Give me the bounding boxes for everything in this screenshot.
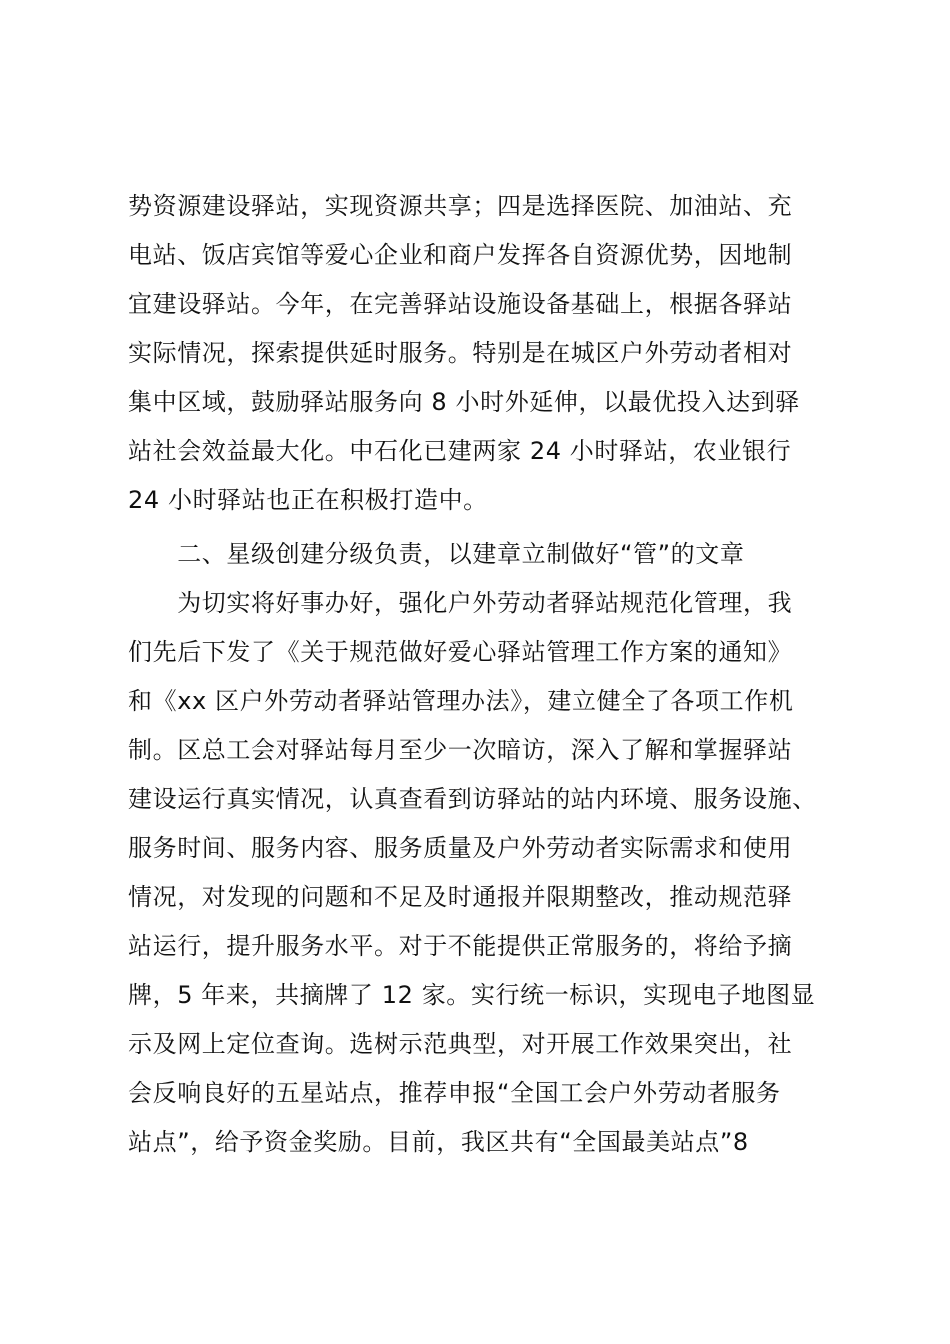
section-heading: 二、星级创建分级负责，以建章立制做好“管”的文章 [128, 540, 745, 568]
paragraph-line: 会反响良好的五星站点，推荐申报“全国工会户外劳动者服务 [128, 1079, 781, 1107]
paragraph-line: 集中区域，鼓励驿站服务向 8 小时外延伸，以最优投入达到驿 [128, 388, 800, 416]
paragraph-line: 制。区总工会对驿站每月至少一次暗访，深入了解和掌握驿站 [128, 736, 793, 764]
paragraph-line: 情况，对发现的问题和不足及时通报并限期整改，推动规范驿 [128, 883, 793, 911]
paragraph-line: 服务时间、服务内容、服务质量及户外劳动者实际需求和使用 [128, 834, 793, 862]
paragraph-line: 势资源建设驿站，实现资源共享；四是选择医院、加油站、充 [128, 192, 793, 220]
paragraph-line: 站社会效益最大化。中石化已建两家 24 小时驿站，农业银行 [128, 437, 792, 465]
paragraph-line: 建设运行真实情况，认真查看到访驿站的站内环境、服务设施、 [128, 785, 817, 813]
paragraph-line: 为切实将好事办好，强化户外劳动者驿站规范化管理，我 [128, 589, 793, 617]
paragraph-line: 宜建设驿站。今年，在完善驿站设施设备基础上，根据各驿站 [128, 290, 793, 318]
paragraph-line: 和《xx 区户外劳动者驿站管理办法》，建立健全了各项工作机 [128, 687, 794, 715]
paragraph-line: 们先后下发了《关于规范做好爱心驿站管理工作方案的通知》 [128, 638, 793, 666]
paragraph-line: 实际情况，探索提供延时服务。特别是在城区户外劳动者相对 [128, 339, 793, 367]
paragraph-line: 示及网上定位查询。选树示范典型，对开展工作效果突出，社 [128, 1030, 793, 1058]
paragraph-line: 24 小时驿站也正在积极打造中。 [128, 486, 488, 514]
paragraph-line: 站运行，提升服务水平。对于不能提供正常服务的，将给予摘 [128, 932, 793, 960]
paragraph-line: 站点”，给予资金奖励。目前，我区共有“全国最美站点”8 [128, 1128, 749, 1156]
paragraph-line: 电站、饭店宾馆等爱心企业和商户发挥各自资源优势，因地制 [128, 241, 793, 269]
paragraph-line: 牌，5 年来，共摘牌了 12 家。实行统一标识，实现电子地图显 [128, 981, 816, 1009]
